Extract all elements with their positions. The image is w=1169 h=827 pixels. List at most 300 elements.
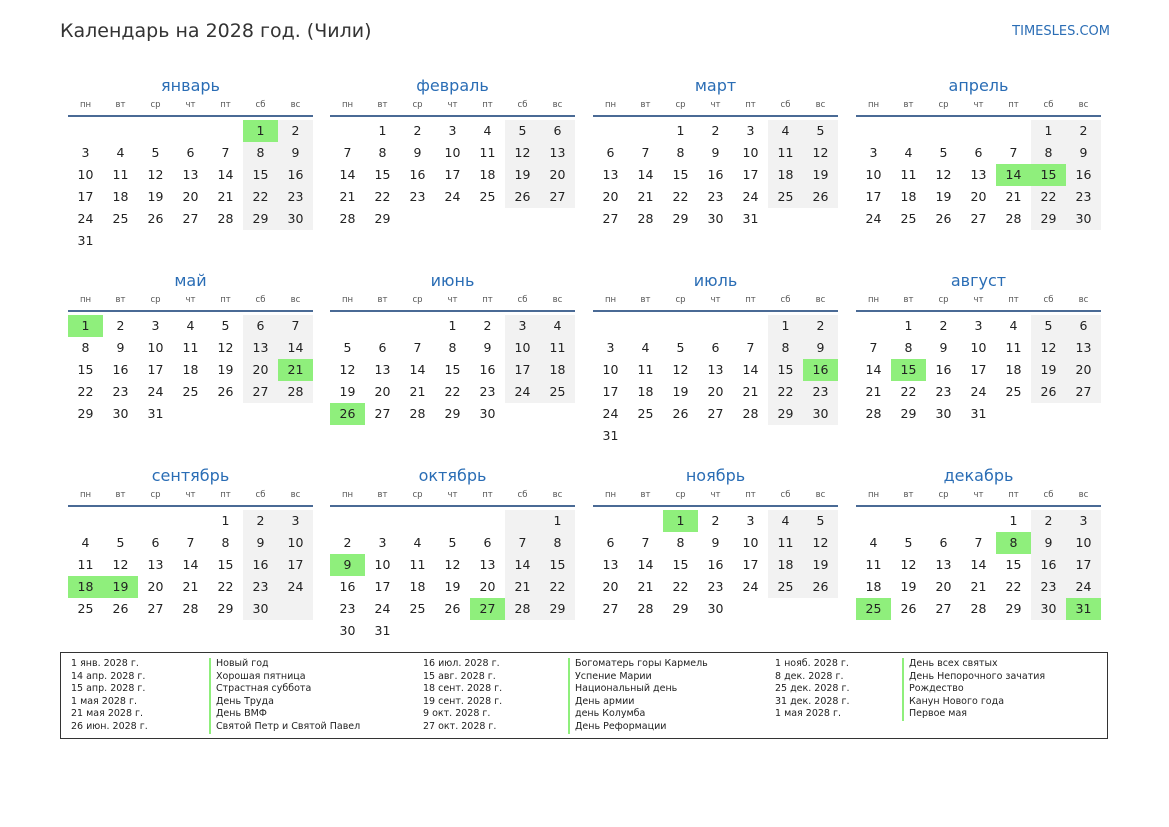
weekday-label: пт bbox=[745, 295, 756, 305]
day-cell: 29 bbox=[217, 601, 234, 616]
weekday-label: чт bbox=[973, 490, 984, 500]
day-cell: 26 bbox=[935, 211, 952, 226]
weekday-label: ср bbox=[150, 295, 161, 305]
day-cell: 18 bbox=[1005, 362, 1022, 377]
day-cell: 15 bbox=[672, 167, 689, 182]
day-cell: 14 bbox=[970, 557, 987, 572]
weekday-label: чт bbox=[447, 100, 458, 110]
weekday-label: пн bbox=[79, 490, 92, 500]
day-cell: 25 bbox=[900, 211, 917, 226]
day-cell: 4 bbox=[781, 123, 790, 138]
weekday-label: пт bbox=[220, 100, 231, 110]
day-cell: 16 bbox=[479, 362, 496, 377]
day-cell: 31 bbox=[602, 428, 619, 443]
day-cell: 22 bbox=[900, 384, 917, 399]
weekday-label: ср bbox=[938, 490, 949, 500]
day-cell: 15 bbox=[549, 557, 566, 572]
day-cell: 26 bbox=[444, 601, 461, 616]
day-cell: 30 bbox=[112, 406, 129, 421]
month-divider bbox=[330, 310, 575, 312]
day-cell: 27 bbox=[182, 211, 199, 226]
day-cell: 29 bbox=[374, 211, 391, 226]
weekday-label: вт bbox=[903, 490, 914, 500]
day-cell: 1 bbox=[676, 123, 685, 138]
weekday-label: пн bbox=[79, 295, 92, 305]
day-cell: 14 bbox=[637, 557, 654, 572]
day-cell: 3 bbox=[1079, 513, 1088, 528]
holiday-day-cell: 31 bbox=[1066, 598, 1101, 620]
day-cell: 2 bbox=[256, 513, 265, 528]
day-cell: 14 bbox=[182, 557, 199, 572]
day-cell: 10 bbox=[444, 145, 461, 160]
day-cell: 16 bbox=[1075, 167, 1092, 182]
day-cell: 19 bbox=[217, 362, 234, 377]
day-cell: 30 bbox=[707, 601, 724, 616]
weekday-label: вс bbox=[552, 100, 563, 110]
day-cell: 13 bbox=[602, 557, 619, 572]
weekday-label: вт bbox=[640, 100, 651, 110]
holiday-day-cell: 8 bbox=[996, 532, 1031, 554]
legend-holiday-name: Рождество bbox=[902, 683, 1045, 696]
weekday-label: пн bbox=[341, 100, 354, 110]
day-cell: 8 bbox=[1044, 145, 1053, 160]
site-link[interactable]: TIMESLES.COM bbox=[1012, 24, 1110, 39]
weekday-label: ср bbox=[412, 490, 423, 500]
weekday-label: вс bbox=[290, 490, 301, 500]
day-cell: 2 bbox=[116, 318, 125, 333]
day-cell: 10 bbox=[287, 535, 304, 550]
legend-date: 26 июн. 2028 г. bbox=[71, 720, 148, 732]
day-cell: 11 bbox=[112, 167, 129, 182]
legend-holiday-name: Первое мая bbox=[902, 708, 1045, 721]
legend-holiday-name: Страстная суббота bbox=[209, 683, 360, 696]
day-cell: 25 bbox=[777, 579, 794, 594]
day-cell: 17 bbox=[742, 557, 759, 572]
day-cell: 22 bbox=[374, 189, 391, 204]
day-cell: 18 bbox=[865, 579, 882, 594]
weekday-label: сб bbox=[517, 100, 528, 110]
day-cell: 18 bbox=[777, 167, 794, 182]
day-cell: 18 bbox=[479, 167, 496, 182]
legend-date: 27 окт. 2028 г. bbox=[423, 720, 497, 732]
day-cell: 9 bbox=[816, 340, 825, 355]
day-cell: 25 bbox=[112, 211, 129, 226]
legend-dates-col-2 bbox=[423, 658, 502, 734]
day-cell: 14 bbox=[865, 362, 882, 377]
day-cell: 10 bbox=[1075, 535, 1092, 550]
day-cell: 17 bbox=[147, 362, 164, 377]
day-cell: 17 bbox=[865, 189, 882, 204]
weekday-label: сб bbox=[255, 295, 266, 305]
day-cell: 3 bbox=[518, 318, 527, 333]
legend-date: 15 авг. 2028 г. bbox=[423, 670, 496, 682]
day-cell: 2 bbox=[1044, 513, 1053, 528]
weekday-label: чт bbox=[185, 490, 196, 500]
holiday-legend bbox=[60, 652, 1108, 739]
day-cell: 11 bbox=[865, 557, 882, 572]
legend-date: 16 июл. 2028 г. bbox=[423, 658, 500, 669]
day-cell: 9 bbox=[116, 340, 125, 355]
weekday-label: пн bbox=[867, 295, 880, 305]
day-cell: 30 bbox=[252, 601, 269, 616]
weekday-label: пн bbox=[604, 100, 617, 110]
day-cell: 14 bbox=[339, 167, 356, 182]
weekday-label: вс bbox=[815, 100, 826, 110]
day-cell: 3 bbox=[869, 145, 878, 160]
day-cell: 21 bbox=[339, 189, 356, 204]
day-cell: 21 bbox=[182, 579, 199, 594]
day-cell: 3 bbox=[151, 318, 160, 333]
weekday-label: вс bbox=[815, 490, 826, 500]
day-cell: 6 bbox=[553, 123, 562, 138]
day-cell: 7 bbox=[518, 535, 527, 550]
day-cell: 11 bbox=[900, 167, 917, 182]
day-cell: 24 bbox=[742, 579, 759, 594]
day-cell: 5 bbox=[676, 340, 685, 355]
legend-date: 1 нояб. 2028 г. bbox=[775, 658, 849, 669]
day-cell: 26 bbox=[1040, 384, 1057, 399]
holiday-day-cell: 1 bbox=[68, 315, 103, 337]
day-cell: 5 bbox=[448, 535, 457, 550]
holiday-day-cell: 25 bbox=[856, 598, 891, 620]
day-cell: 12 bbox=[217, 340, 234, 355]
day-cell: 30 bbox=[1040, 601, 1057, 616]
weekday-label: пн bbox=[604, 295, 617, 305]
day-cell: 27 bbox=[970, 211, 987, 226]
day-cell: 5 bbox=[116, 535, 125, 550]
day-cell: 8 bbox=[81, 340, 90, 355]
day-cell: 10 bbox=[147, 340, 164, 355]
day-cell: 19 bbox=[339, 384, 356, 399]
month-name: июнь bbox=[430, 271, 475, 290]
weekday-label: чт bbox=[973, 295, 984, 305]
month-divider bbox=[330, 505, 575, 507]
holiday-day-cell: 15 bbox=[1031, 164, 1066, 186]
day-cell: 20 bbox=[602, 189, 619, 204]
day-cell: 8 bbox=[904, 340, 913, 355]
day-cell: 25 bbox=[479, 189, 496, 204]
day-cell: 17 bbox=[742, 167, 759, 182]
day-cell: 3 bbox=[606, 340, 615, 355]
weekday-label: вс bbox=[1078, 490, 1089, 500]
legend-date: 1 мая 2028 г. bbox=[71, 695, 137, 707]
weekday-label: пт bbox=[745, 100, 756, 110]
day-cell: 23 bbox=[1075, 189, 1092, 204]
day-cell: 31 bbox=[374, 623, 391, 638]
legend-holiday-name: День Труда bbox=[209, 696, 360, 709]
weekday-label: сб bbox=[1043, 295, 1054, 305]
legend-holiday-name: День Непорочного зачатия bbox=[902, 671, 1045, 684]
month-divider bbox=[593, 505, 838, 507]
day-cell: 3 bbox=[746, 123, 755, 138]
day-cell: 9 bbox=[483, 340, 492, 355]
weekday-label: ср bbox=[150, 490, 161, 500]
day-cell: 21 bbox=[1005, 189, 1022, 204]
legend-holiday-name: Национальный день bbox=[568, 683, 708, 696]
day-cell: 28 bbox=[865, 406, 882, 421]
weekday-label: вт bbox=[377, 100, 388, 110]
day-cell: 21 bbox=[865, 384, 882, 399]
day-cell: 11 bbox=[182, 340, 199, 355]
day-cell: 29 bbox=[672, 211, 689, 226]
weekday-label: пт bbox=[482, 295, 493, 305]
day-cell: 18 bbox=[182, 362, 199, 377]
weekday-label: пт bbox=[1008, 490, 1019, 500]
month-name: декабрь bbox=[943, 466, 1014, 485]
day-cell: 16 bbox=[409, 167, 426, 182]
day-cell: 21 bbox=[637, 579, 654, 594]
day-cell: 15 bbox=[1005, 557, 1022, 572]
month-divider bbox=[856, 505, 1101, 507]
day-cell: 14 bbox=[217, 167, 234, 182]
day-cell: 27 bbox=[147, 601, 164, 616]
weekday-label: чт bbox=[447, 490, 458, 500]
day-cell: 3 bbox=[448, 123, 457, 138]
day-cell: 19 bbox=[1040, 362, 1057, 377]
month-name: март bbox=[694, 76, 737, 95]
day-cell: 4 bbox=[413, 535, 422, 550]
day-cell: 29 bbox=[252, 211, 269, 226]
day-cell: 18 bbox=[112, 189, 129, 204]
day-cell: 4 bbox=[81, 535, 90, 550]
day-cell: 6 bbox=[974, 145, 983, 160]
day-cell: 26 bbox=[147, 211, 164, 226]
day-cell: 5 bbox=[816, 513, 825, 528]
weekday-label: ср bbox=[938, 100, 949, 110]
day-cell: 23 bbox=[112, 384, 129, 399]
day-cell: 4 bbox=[641, 340, 650, 355]
day-cell: 5 bbox=[518, 123, 527, 138]
day-cell: 15 bbox=[444, 362, 461, 377]
day-cell: 1 bbox=[1009, 513, 1018, 528]
legend-holiday-name: День ВМФ bbox=[209, 708, 360, 721]
day-cell: 21 bbox=[970, 579, 987, 594]
weekday-label: вт bbox=[377, 490, 388, 500]
day-cell: 23 bbox=[409, 189, 426, 204]
day-cell: 13 bbox=[935, 557, 952, 572]
day-cell: 6 bbox=[483, 535, 492, 550]
weekday-label: сб bbox=[255, 490, 266, 500]
day-cell: 22 bbox=[672, 189, 689, 204]
day-cell: 4 bbox=[116, 145, 125, 160]
day-cell: 27 bbox=[935, 601, 952, 616]
legend-names-col-3 bbox=[902, 658, 1045, 721]
day-cell: 19 bbox=[444, 579, 461, 594]
day-cell: 13 bbox=[252, 340, 269, 355]
legend-holiday-name: день Колумба bbox=[568, 708, 708, 721]
legend-date: 14 апр. 2028 г. bbox=[71, 670, 146, 682]
day-cell: 25 bbox=[549, 384, 566, 399]
day-cell: 8 bbox=[676, 535, 685, 550]
day-cell: 6 bbox=[256, 318, 265, 333]
day-cell: 1 bbox=[1044, 123, 1053, 138]
day-cell: 7 bbox=[974, 535, 983, 550]
day-cell: 10 bbox=[742, 145, 759, 160]
day-cell: 30 bbox=[339, 623, 356, 638]
legend-holiday-name: Успение Марии bbox=[568, 671, 708, 684]
day-cell: 21 bbox=[409, 384, 426, 399]
day-cell: 27 bbox=[707, 406, 724, 421]
weekday-label: пн bbox=[604, 490, 617, 500]
day-cell: 7 bbox=[291, 318, 300, 333]
day-cell: 11 bbox=[549, 340, 566, 355]
day-cell: 29 bbox=[1005, 601, 1022, 616]
day-cell: 3 bbox=[81, 145, 90, 160]
day-cell: 15 bbox=[217, 557, 234, 572]
day-cell: 7 bbox=[1009, 145, 1018, 160]
day-cell: 6 bbox=[378, 340, 387, 355]
weekday-label: пт bbox=[220, 295, 231, 305]
weekday-label: ср bbox=[675, 490, 686, 500]
day-cell: 11 bbox=[479, 145, 496, 160]
day-cell: 28 bbox=[217, 211, 234, 226]
day-cell: 6 bbox=[151, 535, 160, 550]
day-cell: 9 bbox=[1079, 145, 1088, 160]
day-cell: 23 bbox=[1040, 579, 1057, 594]
day-cell: 24 bbox=[602, 406, 619, 421]
weekday-label: сб bbox=[517, 295, 528, 305]
day-cell: 21 bbox=[742, 384, 759, 399]
day-cell: 16 bbox=[112, 362, 129, 377]
day-cell: 13 bbox=[602, 167, 619, 182]
day-cell: 23 bbox=[479, 384, 496, 399]
legend-dates-col-1 bbox=[71, 658, 148, 734]
day-cell: 7 bbox=[343, 145, 352, 160]
day-cell: 3 bbox=[378, 535, 387, 550]
month-divider bbox=[593, 310, 838, 312]
weekday-label: вт bbox=[903, 100, 914, 110]
day-cell: 18 bbox=[900, 189, 917, 204]
day-cell: 28 bbox=[339, 211, 356, 226]
month-divider bbox=[330, 115, 575, 117]
weekday-label: вс bbox=[815, 295, 826, 305]
weekday-label: чт bbox=[710, 100, 721, 110]
day-cell: 11 bbox=[77, 557, 94, 572]
day-cell: 4 bbox=[781, 513, 790, 528]
day-cell: 25 bbox=[409, 601, 426, 616]
day-cell: 17 bbox=[77, 189, 94, 204]
day-cell: 12 bbox=[147, 167, 164, 182]
day-cell: 17 bbox=[970, 362, 987, 377]
day-cell: 31 bbox=[77, 233, 94, 248]
weekday-label: вт bbox=[377, 295, 388, 305]
day-cell: 22 bbox=[217, 579, 234, 594]
day-cell: 29 bbox=[777, 406, 794, 421]
day-cell: 28 bbox=[287, 384, 304, 399]
weekday-label: ср bbox=[150, 100, 161, 110]
day-cell: 12 bbox=[1040, 340, 1057, 355]
day-cell: 7 bbox=[186, 535, 195, 550]
day-cell: 26 bbox=[217, 384, 234, 399]
day-cell: 31 bbox=[970, 406, 987, 421]
day-cell: 1 bbox=[378, 123, 387, 138]
day-cell: 14 bbox=[637, 167, 654, 182]
weekday-label: вт bbox=[115, 295, 126, 305]
day-cell: 14 bbox=[409, 362, 426, 377]
day-cell: 11 bbox=[637, 362, 654, 377]
day-cell: 26 bbox=[812, 579, 829, 594]
day-cell: 24 bbox=[287, 579, 304, 594]
month-name: октябрь bbox=[418, 466, 487, 485]
day-cell: 13 bbox=[147, 557, 164, 572]
day-cell: 6 bbox=[606, 535, 615, 550]
day-cell: 14 bbox=[742, 362, 759, 377]
day-cell: 27 bbox=[252, 384, 269, 399]
month-name: июль bbox=[693, 271, 738, 290]
day-cell: 2 bbox=[711, 123, 720, 138]
holiday-day-cell: 16 bbox=[803, 359, 838, 381]
day-cell: 10 bbox=[742, 535, 759, 550]
day-cell: 22 bbox=[444, 384, 461, 399]
day-cell: 17 bbox=[287, 557, 304, 572]
holiday-day-cell: 19 bbox=[103, 576, 138, 598]
month-name: апрель bbox=[948, 76, 1009, 95]
day-cell: 2 bbox=[816, 318, 825, 333]
day-cell: 8 bbox=[676, 145, 685, 160]
day-cell: 20 bbox=[182, 189, 199, 204]
day-cell: 30 bbox=[479, 406, 496, 421]
day-cell: 23 bbox=[707, 189, 724, 204]
legend-holiday-name: Хорошая пятница bbox=[209, 671, 360, 684]
holiday-day-cell: 1 bbox=[243, 120, 278, 142]
legend-dates-col-3 bbox=[775, 658, 850, 721]
day-cell: 7 bbox=[641, 535, 650, 550]
day-cell: 5 bbox=[343, 340, 352, 355]
day-cell: 14 bbox=[514, 557, 531, 572]
day-cell: 28 bbox=[637, 211, 654, 226]
day-cell: 3 bbox=[746, 513, 755, 528]
day-cell: 8 bbox=[553, 535, 562, 550]
day-cell: 6 bbox=[606, 145, 615, 160]
day-cell: 8 bbox=[378, 145, 387, 160]
day-cell: 12 bbox=[812, 535, 829, 550]
day-cell: 29 bbox=[672, 601, 689, 616]
day-cell: 18 bbox=[637, 384, 654, 399]
day-cell: 19 bbox=[935, 189, 952, 204]
day-cell: 27 bbox=[602, 601, 619, 616]
day-cell: 17 bbox=[602, 384, 619, 399]
month-name: январь bbox=[161, 76, 220, 95]
day-cell: 25 bbox=[1005, 384, 1022, 399]
day-cell: 23 bbox=[707, 579, 724, 594]
legend-date: 25 дек. 2028 г. bbox=[775, 683, 850, 695]
day-cell: 2 bbox=[291, 123, 300, 138]
day-cell: 18 bbox=[549, 362, 566, 377]
weekday-label: пн bbox=[79, 100, 92, 110]
day-cell: 9 bbox=[711, 535, 720, 550]
weekday-label: вт bbox=[640, 490, 651, 500]
day-cell: 10 bbox=[514, 340, 531, 355]
day-cell: 12 bbox=[812, 145, 829, 160]
day-cell: 17 bbox=[374, 579, 391, 594]
day-cell: 4 bbox=[904, 145, 913, 160]
day-cell: 20 bbox=[147, 579, 164, 594]
weekday-label: вт bbox=[115, 490, 126, 500]
legend-date: 8 дек. 2028 г. bbox=[775, 670, 844, 682]
weekday-label: ср bbox=[412, 100, 423, 110]
day-cell: 22 bbox=[549, 579, 566, 594]
legend-holiday-name: День всех святых bbox=[902, 658, 1045, 671]
month-divider bbox=[68, 310, 313, 312]
month-divider bbox=[68, 115, 313, 117]
legend-names-col-1 bbox=[209, 658, 360, 734]
day-cell: 12 bbox=[514, 145, 531, 160]
day-cell: 27 bbox=[602, 211, 619, 226]
weekday-label: чт bbox=[710, 490, 721, 500]
day-cell: 1 bbox=[553, 513, 562, 528]
holiday-day-cell: 26 bbox=[330, 403, 365, 425]
day-cell: 22 bbox=[1040, 189, 1057, 204]
